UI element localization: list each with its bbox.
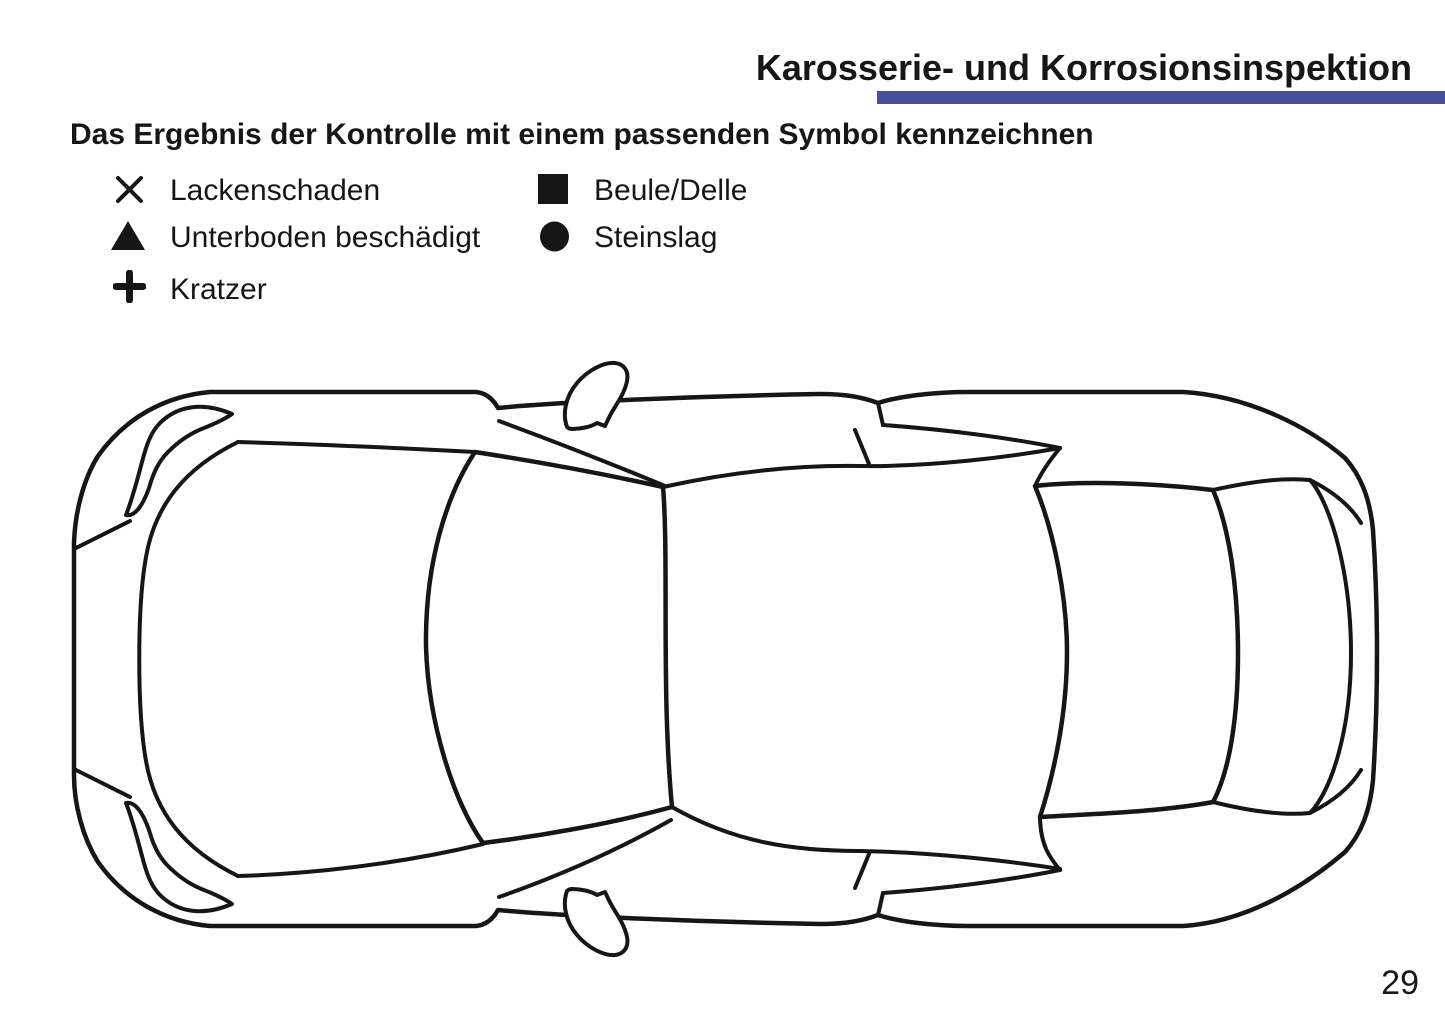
- quarter-glass-bottom: [883, 870, 1060, 893]
- glass-divider-bottom: [855, 854, 869, 888]
- trunk-seam-top: [1310, 480, 1361, 523]
- roof-edge-top: [663, 448, 1060, 487]
- hood-front-line: [139, 442, 238, 876]
- b-pillar-top: [878, 403, 883, 425]
- a-pillar-seam-top: [499, 421, 665, 486]
- page-number: 29: [1381, 964, 1419, 1002]
- a-pillar-seam-bottom: [499, 820, 671, 897]
- c-pillar-seam-bottom: [1040, 819, 1060, 870]
- headlight-left-top: [126, 407, 232, 515]
- front-bumper-seam-bottom: [76, 770, 130, 797]
- page-title: Karosserie- und Korrosionsinspektion: [755, 47, 1412, 88]
- car-body-outline: [74, 392, 1377, 926]
- legend-label: Kratzer: [170, 273, 267, 306]
- front-bumper-seam-top: [76, 521, 130, 548]
- trunk-lid: [1213, 479, 1351, 814]
- legend-label: Unterboden beschädigt: [170, 221, 481, 254]
- hood-side-line-top: [238, 442, 475, 452]
- hood-side-line-bottom: [238, 844, 483, 876]
- instruction-heading: Das Ergebnis der Kontrolle mit einem passenden Symbol kennzeichnen: [70, 118, 1094, 151]
- quarter-glass-top: [883, 425, 1060, 448]
- legend-label: Steinslag: [594, 221, 718, 254]
- headlight-left-bottom: [126, 803, 232, 911]
- legend-label: Beule/Delle: [594, 174, 748, 207]
- windshield: [426, 452, 672, 843]
- legend-label: Lackenschaden: [170, 174, 381, 207]
- side-mirror-top: [565, 363, 628, 429]
- b-pillar-bottom: [878, 893, 883, 915]
- rear-window: [1035, 483, 1238, 817]
- glass-divider-top: [855, 430, 869, 464]
- side-mirror-bottom: [565, 889, 628, 955]
- c-pillar-seam-top: [1035, 448, 1060, 486]
